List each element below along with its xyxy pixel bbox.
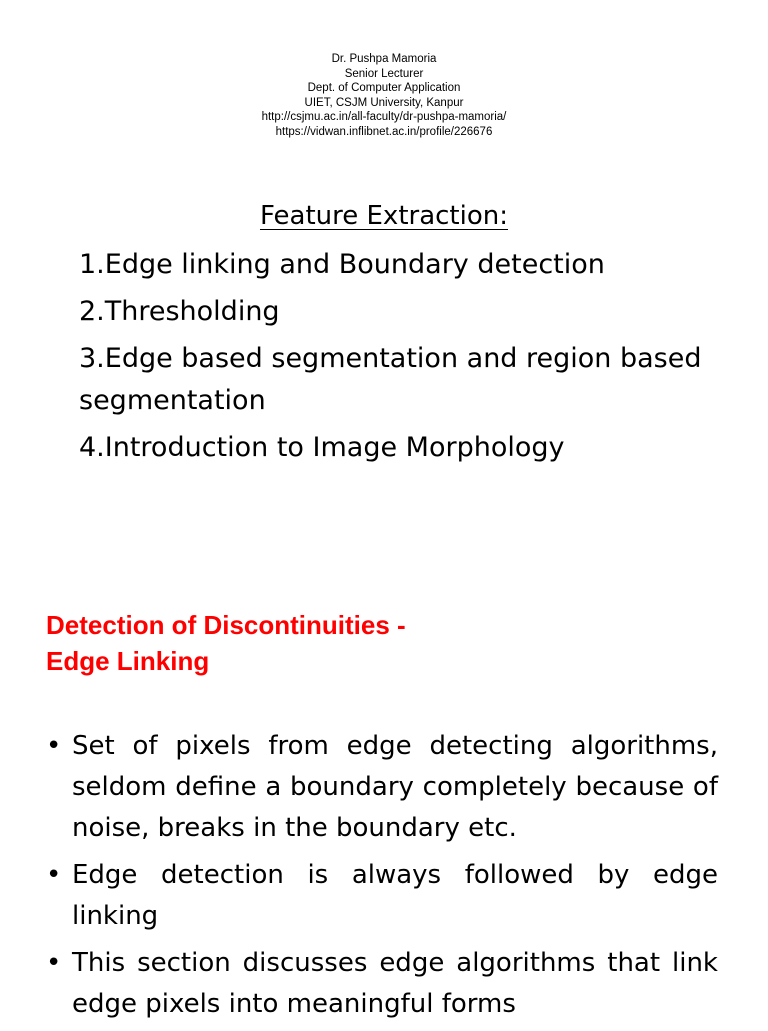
bullet-item bbox=[46, 943, 718, 1025]
author-dept: Dept. of Computer Application bbox=[307, 82, 461, 94]
topic-list bbox=[79, 244, 739, 474]
bullet-text: Set of pixels from edge detecting algorithms, seldom define a boundary completely because of noise, breaks in the boundary etc. bbox=[72, 731, 718, 843]
section-heading bbox=[46, 607, 746, 679]
author-institute: UIET, CSJM University, Kanpur bbox=[304, 96, 464, 109]
bullet-dot-icon: • bbox=[46, 948, 62, 978]
author-title: Senior Lecturer bbox=[344, 67, 424, 80]
author-url-2: https://vidwan.inflibnet.ac.in/profile/226676 bbox=[275, 125, 493, 138]
author-url-1: http://csjmu.ac.in/all-faculty/dr-pushpa-mamoria/ bbox=[261, 111, 507, 123]
bullet-text: Edge detection is always followed by edge linking bbox=[72, 860, 718, 931]
bullet-dot-icon: • bbox=[46, 731, 62, 761]
bullet-list bbox=[46, 726, 718, 1031]
author-name: Dr. Pushpa Mamoria bbox=[331, 53, 437, 65]
feature-extraction-title bbox=[0, 198, 768, 234]
bullet-dot-icon: • bbox=[46, 860, 62, 890]
topic-item-3: 3.Edge based segmentation and region based segmentation bbox=[79, 343, 702, 416]
feature-extraction-title-text: Feature Extraction: bbox=[259, 201, 508, 231]
bullet-text: This section discusses edge algorithms that link edge pixels into meaningful forms bbox=[72, 948, 718, 1019]
author-block bbox=[0, 52, 768, 139]
section-heading-line-1: Detection of Discontinuities - bbox=[46, 610, 406, 640]
bullet-item bbox=[46, 726, 718, 849]
topic-item-4: 4.Introduction to Image Morphology bbox=[79, 432, 565, 463]
topic-item-1: 1.Edge linking and Boundary detection bbox=[79, 249, 605, 280]
section-heading-line-2: Edge Linking bbox=[46, 646, 210, 676]
bullet-item bbox=[46, 855, 718, 937]
topic-item-2: 2.Thresholding bbox=[79, 296, 280, 327]
